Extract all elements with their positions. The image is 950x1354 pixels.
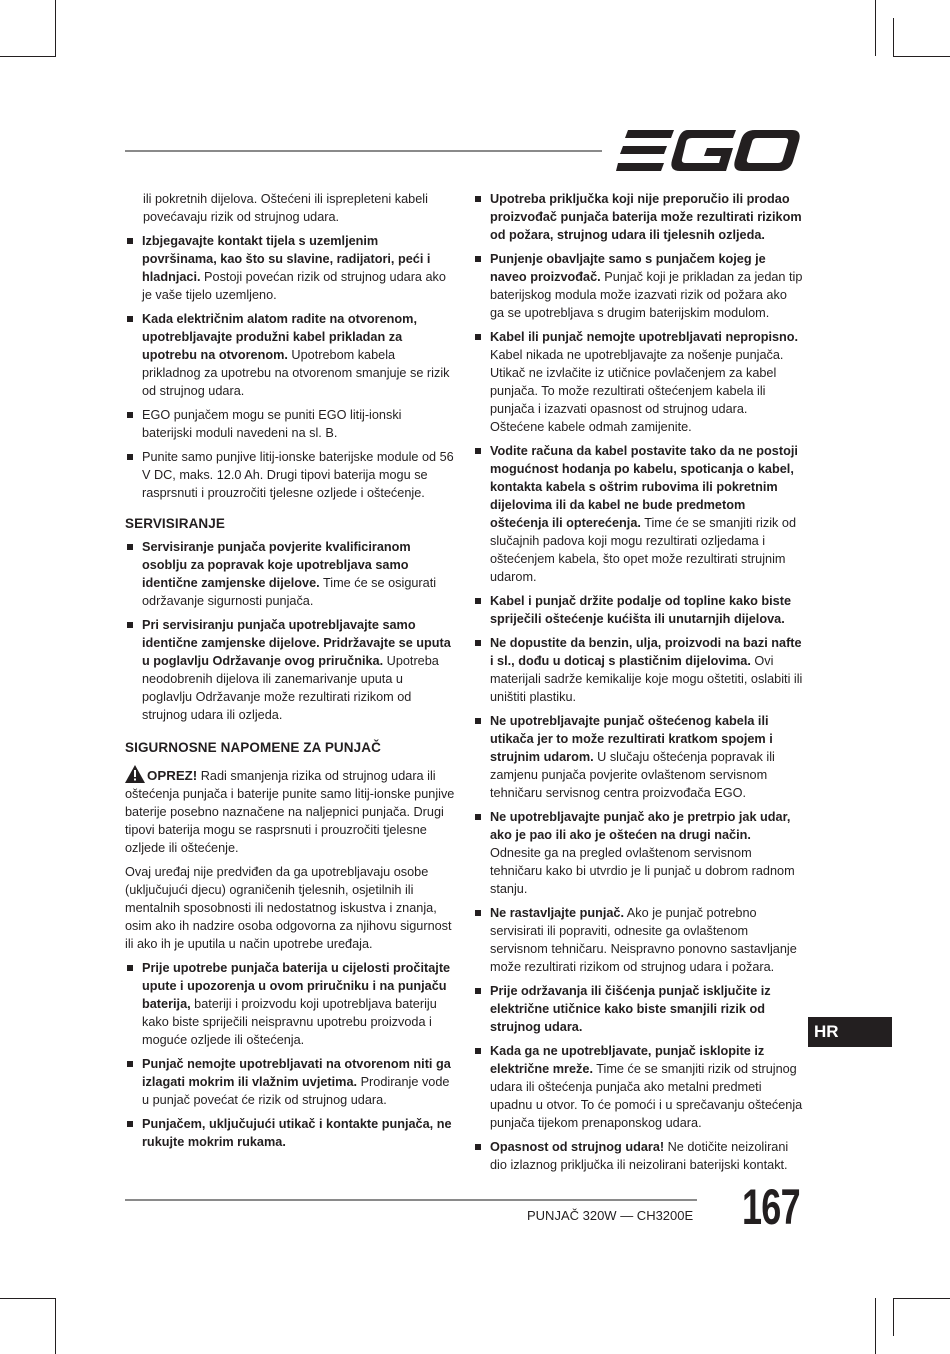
list-item: Punjenje obavljajte samo s punjačem kojeg je naveo proizvođač. Punjač koji je prikladan za jedan tip baterijskog modula može izazvati rizik od požara ako ga se upotrebljava s drugim baterijskim modulom. xyxy=(473,250,803,322)
bullet-icon xyxy=(127,622,133,628)
list-item: Prije održavanja ili čišćenja punjač isključite iz električne utičnice kako biste smanjili rizik od strujnog udara. xyxy=(473,982,803,1036)
bullet-icon xyxy=(127,238,133,244)
crop-mark xyxy=(55,0,56,56)
bullet-icon xyxy=(475,1048,481,1054)
crop-mark xyxy=(893,1298,950,1299)
list-item: Ne upotrebljavajte punjač ako je pretrpio jak udar, ako je pao ili ako je oštećen na drugi način. Odnesite ga na pregled ovlaštenom servisnom tehničaru kako bi utvrdio je li punjač u dobrom radnom stanju. xyxy=(473,808,803,898)
list-item: Kabel i punjač držite podalje od topline kako biste spriječili oštećenje kućišta ili unutarnjih dijelova. xyxy=(473,592,803,628)
list-item: Kabel ili punjač nemojte upotrebljavati nepropisno. Kabel nikada ne upotrebljavajte za nošenje punjača. Utikač ne izvlačite iz utičnice povlačenjem za kabel punjača. To može rezultirati oštećenjem kabela ili punjača i izazvati opasnost od strujnog udara. Oštećene kabele odmah zamijenite. xyxy=(473,328,803,436)
bullet-icon xyxy=(475,256,481,262)
page-number: 167 xyxy=(742,1179,800,1235)
bullet-icon xyxy=(475,196,481,202)
list-item: Kada električnim alatom radite na otvorenom, upotrebljavajte produžni kabel prikladan za upotrebu na otvorenom. Upotrebom kabela prikladnog za upotrebu na otvorenom smanjuje se rizik od strujnog udara. xyxy=(125,310,455,400)
footer-rule xyxy=(125,1199,697,1201)
bullet-icon xyxy=(475,988,481,994)
bullet-icon xyxy=(127,316,133,322)
list-item: Ne upotrebljavajte punjač oštećenog kabela ili utikača jer to može rezultirati kratkom spojem i strujnim udarom. U slučaju oštećenja popravak ili zamjenu punjača povjerite ovlaštenom servisnom tehničaru servisnog centra proizvođača EGO. xyxy=(473,712,803,802)
crop-mark xyxy=(875,0,876,56)
list-item: Opasnost od strujnog udara! Ne dotičite neizolirani dio izlaznog priključka ili neizolirani baterijski kontakt. xyxy=(473,1138,803,1174)
list-item: EGO punjačem mogu se puniti EGO litij-ionski baterijski moduli navedeni na sl. B. xyxy=(125,406,455,442)
bullet-icon xyxy=(475,814,481,820)
bullet-icon xyxy=(475,598,481,604)
bullet-icon xyxy=(475,640,481,646)
bullet-icon xyxy=(475,1144,481,1150)
bullet-icon xyxy=(127,1121,133,1127)
list-item: Ne rastavljajte punjač. Ako je punjač potrebno servisirati ili popraviti, odnesite ga ovlaštenom servisnom tehničaru. Neispravno ponovno sastavljanje može rezultirati rizikom od strujnog udara i požara. xyxy=(473,904,803,976)
crop-mark xyxy=(893,56,950,57)
list-item: Punite samo punjive litij-ionske baterijske module od 56 V DC, maks. 12.0 Ah. Drugi tipovi baterija mogu se rasprsnuti i prouzročiti tjelesne ozljede i oštećenje. xyxy=(125,448,455,502)
list-item: Vodite računa da kabel postavite tako da ne postoji mogućnost hodanja po kabelu, spoticanja o kabel, kontakta kabela s oštrim rubovima ili pokretnim dijelovima ili da kabel ne bude predmetom oštećenja ili opterećenja. Time će se smanjiti rizik od slučajnih padova koji mogu rezultirati ozljedama i oštećenjem kabela, što opet može rezultirati strujnim udarom. xyxy=(473,442,803,586)
crop-mark xyxy=(893,1298,894,1336)
list-item: Kada ga ne upotrebljavate, punjač isklopite iz električne mreže. Time će se smanjiti rizik od strujnog udara ili oštećenja punjača ako metalni predmeti upadnu u otvor. To će pomoći i u sprečavanju oštećenja punjača tijekom prenaponskog udara. xyxy=(473,1042,803,1132)
continued-text: ili pokretnih dijelova. Oštećeni ili isprepleteni kabeli povećavaju rizik od strujnog udara. xyxy=(143,192,428,224)
ego-logo xyxy=(616,130,800,172)
language-tab: HR xyxy=(808,1017,892,1047)
bullet-icon xyxy=(475,334,481,340)
list-item: Ne dopustite da benzin, ulja, proizvodi na bazi nafte i sl., dođu u doticaj s plastičnim dijelovima. Ovi materijali sadrže kemikalije koje mogu oštetiti, oslabiti ili uništiti plastiku. xyxy=(473,634,803,706)
list-item: Servisiranje punjača povjerite kvalificiranom osoblju za popravak koje upotrebljava samo identične zamjenske dijelove. Time će se osigurati održavanje sigurnosti punjača. xyxy=(125,538,455,610)
list-item: Punjačem, uključujući utikač i kontakte punjača, ne rukujte mokrim rukama. xyxy=(125,1115,455,1151)
bullet-icon xyxy=(127,454,133,460)
footer-product: PUNJAČ 320W — CH3200E xyxy=(527,1208,694,1223)
warning-triangle-icon xyxy=(125,765,145,783)
bullet-icon xyxy=(475,718,481,724)
bullet-icon xyxy=(127,1061,133,1067)
header-rule xyxy=(125,150,602,152)
bullet-icon xyxy=(475,910,481,916)
section-heading-servisiranje: SERVISIRANJE xyxy=(125,516,225,531)
crop-mark xyxy=(875,1298,876,1354)
crop-mark xyxy=(0,56,56,57)
list-item: Punjač nemojte upotrebljavati na otvorenom niti ga izlagati mokrim ili vlažnim uvjetima. Prodiranje vode u punjač povećat će rizik od strujnog udara. xyxy=(125,1055,455,1109)
body-paragraph: Ovaj uređaj nije predviđen da ga upotrebljavaju osobe (uključujući djecu) ograničenih tjelesnih, osjetilnih ili mentalnih sposobnosti ili nedostatnog iskustva i znanja, osim ako ih nadzire osoba odgovorna za njihovu sigurnost ili ako ih je uputila u način upotrebe uređaja. xyxy=(125,865,452,951)
crop-mark xyxy=(0,1298,56,1299)
bullet-icon xyxy=(127,412,133,418)
warning-paragraph: OPREZ! Radi smanjenja rizika od strujnog udara ili oštećenja punjača i baterije punite samo litij-ionske punjive baterije posebno naznačene na naljepnici punjača. Drugi tipovi baterija mogu se rasprsnuti i prouzročiti tjelesne ozljede ili oštećenje. xyxy=(125,765,455,857)
right-column xyxy=(473,190,803,1180)
warning-label: OPREZ! xyxy=(147,768,198,783)
section-heading-safety: SIGURNOSNE NAPOMENE ZA PUNJAČ xyxy=(125,740,381,755)
crop-mark xyxy=(893,18,894,56)
list-item: Prije upotrebe punjača baterija u cijelosti pročitajte upute i upozorenja u ovom priručniku i na punjaču baterija, bateriji i proizvodu koji upotrebljava bateriju kako biste spriječili neispravnu upotrebu proizvoda i moguće ozljede ili oštećenja. xyxy=(125,959,455,1049)
crop-mark xyxy=(55,1298,56,1354)
bullet-icon xyxy=(475,448,481,454)
list-item: Pri servisiranju punjača upotrebljavajte samo identične zamjenske dijelove. Pridržavajte se uputa u poglavlju Održavanje ovog priručnika. Upotreba neodobrenih dijelova ili zanemarivanje uputa u poglavlju Održavanje može rezultirati rizikom od strujnog udara ili ozljeda. xyxy=(125,616,455,724)
list-item: Izbjegavajte kontakt tijela s uzemljenim površinama, kao što su slavine, radijatori, peći i hladnjaci. Postoji povećan rizik od strujnog udara ako je vaše tijelo uzemljeno. xyxy=(125,232,455,304)
list-item: Upotreba priključka koji nije preporučio ili prodao proizvođač punjača baterija može rezultirati rizikom od požara, strujnog udara ili tjelesnih ozljeda. xyxy=(473,190,803,244)
bullet-icon xyxy=(127,965,133,971)
left-column xyxy=(125,190,455,1157)
bullet-icon xyxy=(127,544,133,550)
